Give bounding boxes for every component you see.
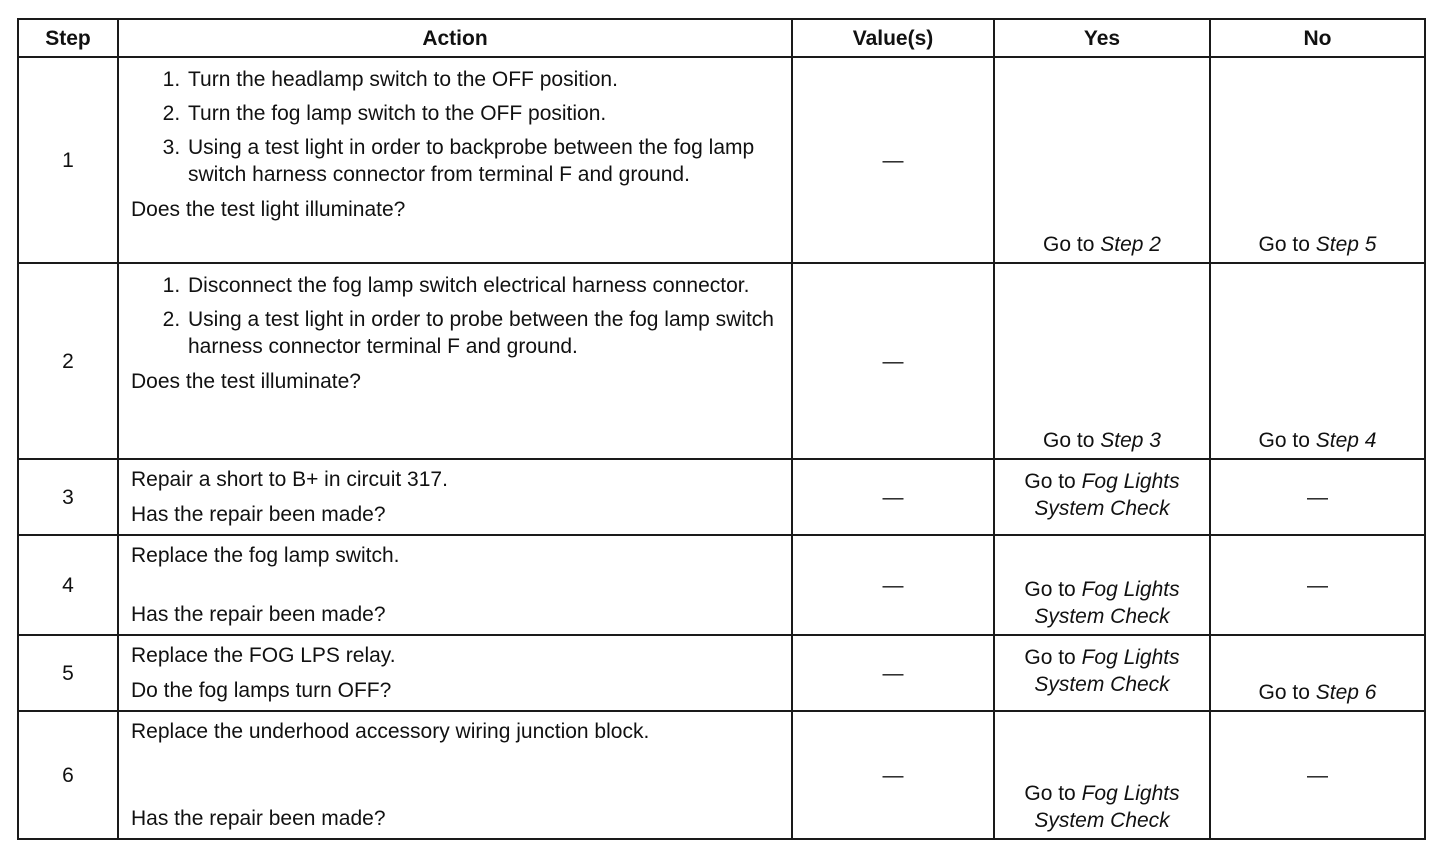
yes-prefix: Go to — [1024, 578, 1082, 601]
action-question: Has the repair been made? — [131, 503, 386, 526]
action-cell — [118, 459, 792, 535]
no-prefix: Go to — [1258, 681, 1316, 704]
action-step: 2. Turn the fog lamp switch to the OFF position. — [186, 100, 781, 127]
yes-link[interactable]: Step 2 — [1100, 233, 1161, 256]
yes-prefix: Go to — [1024, 470, 1082, 493]
table-row — [18, 635, 1425, 711]
header-step: Step — [18, 19, 118, 57]
no-cell: — — [1210, 711, 1425, 839]
action-cell — [118, 635, 792, 711]
yes-cell — [994, 635, 1210, 711]
value-cell: — — [792, 635, 994, 711]
value-cell: — — [792, 263, 994, 459]
action-question: Do the fog lamps turn OFF? — [131, 679, 392, 702]
action-question: Does the test illuminate? — [131, 370, 361, 393]
step-number: 1 — [18, 57, 118, 263]
action-cell — [118, 263, 792, 459]
step-number: 3 — [18, 459, 118, 535]
no-prefix: Go to — [1258, 429, 1316, 452]
table-row — [18, 535, 1425, 635]
yes-cell — [994, 459, 1210, 535]
no-cell: — — [1210, 459, 1425, 535]
header-row — [18, 19, 1425, 57]
action-steps-list — [131, 66, 781, 188]
action-step: 1. Turn the headlamp switch to the OFF position. — [186, 66, 781, 93]
step-number: 4 — [18, 535, 118, 635]
diagnostic-table — [17, 18, 1426, 840]
header-yes: Yes — [994, 19, 1210, 57]
no-link[interactable]: Step 4 — [1315, 429, 1377, 452]
action-step: 1. Disconnect the fog lamp switch electrical harness connector. — [186, 272, 781, 299]
yes-cell — [994, 57, 1210, 263]
yes-cell — [994, 263, 1210, 459]
action-cell — [118, 57, 792, 263]
action-text: Replace the underhood accessory wiring junction block. — [131, 720, 650, 743]
yes-cell — [994, 535, 1210, 635]
action-question: Has the repair been made? — [131, 807, 386, 830]
action-question: Has the repair been made? — [131, 603, 386, 626]
no-cell — [1210, 57, 1425, 263]
no-link[interactable]: Step 6 — [1315, 681, 1377, 704]
value-cell: — — [792, 711, 994, 839]
action-step: 3. Using a test light in order to backprobe between the fog lamp switch harness connector from terminal F and ground. — [186, 134, 781, 188]
table-row — [18, 711, 1425, 839]
step-number: 2 — [18, 263, 118, 459]
action-text: Repair a short to B+ in circuit 317. — [131, 468, 448, 491]
action-steps-list — [131, 272, 781, 360]
yes-link[interactable]: Fog Lights System Check — [1034, 470, 1180, 520]
action-cell — [118, 711, 792, 839]
yes-link[interactable]: Fog Lights System Check — [1034, 578, 1180, 628]
action-cell — [118, 535, 792, 635]
no-cell — [1210, 635, 1425, 711]
no-cell — [1210, 263, 1425, 459]
action-step: 2. Using a test light in order to probe between the fog lamp switch harness connector terminal F and ground. — [186, 306, 781, 360]
action-text: Replace the fog lamp switch. — [131, 544, 400, 567]
header-action: Action — [118, 19, 792, 57]
no-prefix: Go to — [1258, 233, 1316, 256]
table-row — [18, 263, 1425, 459]
header-values: Value(s) — [792, 19, 994, 57]
action-question: Does the test light illuminate? — [131, 198, 406, 221]
yes-link[interactable]: Step 3 — [1100, 429, 1161, 452]
value-cell: — — [792, 57, 994, 263]
table-row — [18, 57, 1425, 263]
yes-prefix: Go to — [1043, 233, 1101, 256]
yes-prefix: Go to — [1024, 782, 1082, 805]
no-link[interactable]: Step 5 — [1315, 233, 1377, 256]
yes-link[interactable]: Fog Lights System Check — [1034, 646, 1180, 696]
no-cell: — — [1210, 535, 1425, 635]
yes-prefix: Go to — [1024, 646, 1082, 669]
yes-link[interactable]: Fog Lights System Check — [1034, 782, 1180, 832]
value-cell: — — [792, 459, 994, 535]
step-number: 5 — [18, 635, 118, 711]
step-number: 6 — [18, 711, 118, 839]
yes-cell — [994, 711, 1210, 839]
yes-prefix: Go to — [1043, 429, 1101, 452]
table-row — [18, 459, 1425, 535]
value-cell: — — [792, 535, 994, 635]
action-text: Replace the FOG LPS relay. — [131, 644, 396, 667]
header-no: No — [1210, 19, 1425, 57]
